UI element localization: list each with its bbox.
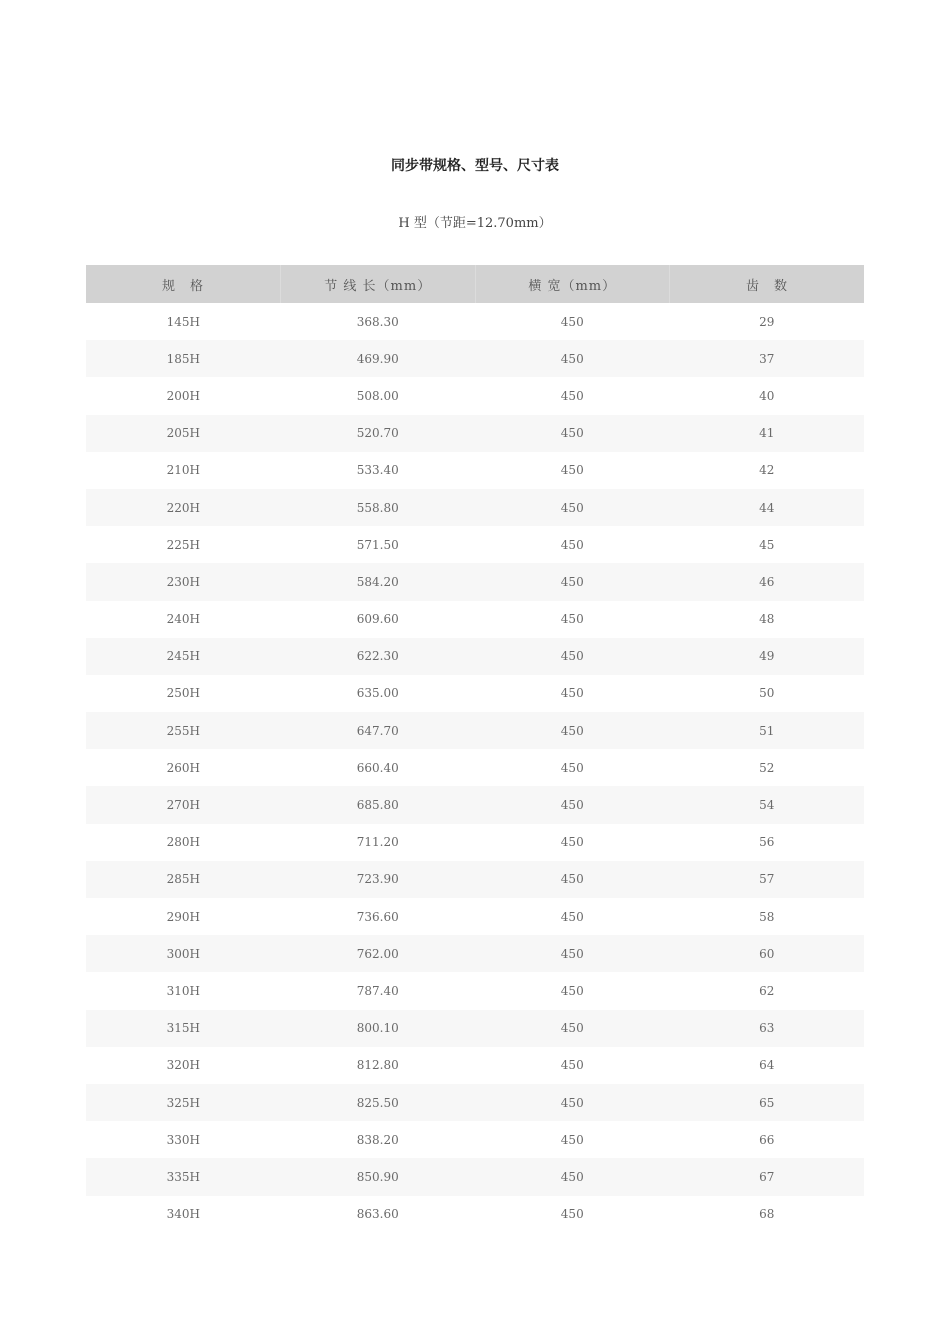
cell-width: 450 xyxy=(475,489,670,526)
cell-pitch-length: 800.10 xyxy=(281,1010,476,1047)
cell-teeth: 58 xyxy=(759,909,775,924)
cell-pitch-length: 571.50 xyxy=(356,537,399,552)
table-row xyxy=(86,1121,864,1158)
cell-width: 450 xyxy=(560,388,584,403)
cell-spec: 185H xyxy=(86,340,281,377)
cell-spec: 290H xyxy=(166,909,200,924)
column-header-width: 横 宽（mm） xyxy=(475,265,670,303)
cell-spec: 320H xyxy=(166,1058,200,1073)
cell-width: 450 xyxy=(560,686,584,701)
cell-spec: 210H xyxy=(166,463,200,478)
cell-teeth: 57 xyxy=(670,861,865,898)
cell-width: 450 xyxy=(560,314,584,329)
cell-width: 450 xyxy=(475,340,670,377)
cell-width: 450 xyxy=(475,861,670,898)
cell-pitch-length: 825.50 xyxy=(281,1084,476,1121)
cell-spec: 315H xyxy=(86,1010,281,1047)
cell-pitch-length: 762.00 xyxy=(281,935,476,972)
cell-teeth: 54 xyxy=(670,786,865,823)
cell-pitch-length: 635.00 xyxy=(356,686,399,701)
cell-pitch-length: 685.80 xyxy=(281,786,476,823)
cell-spec: 335H xyxy=(86,1158,281,1195)
table-subtitle: H 型（节距=12.70mm） xyxy=(398,216,552,231)
spec-table xyxy=(86,265,864,1233)
column-header-teeth: 齿 数 xyxy=(670,265,865,303)
cell-teeth: 60 xyxy=(670,935,865,972)
cell-teeth: 52 xyxy=(759,760,775,775)
table-row xyxy=(86,786,864,823)
cell-teeth: 37 xyxy=(670,340,865,377)
cell-pitch-length: 812.80 xyxy=(356,1058,399,1073)
table-row xyxy=(86,935,864,972)
cell-spec: 145H xyxy=(166,314,200,329)
cell-pitch-length: 469.90 xyxy=(281,340,476,377)
cell-teeth: 41 xyxy=(670,415,865,452)
table-row xyxy=(86,303,864,340)
cell-teeth: 45 xyxy=(759,537,775,552)
cell-spec: 230H xyxy=(86,563,281,600)
cell-spec: 330H xyxy=(166,1132,200,1147)
cell-pitch-length: 558.80 xyxy=(281,489,476,526)
table-row xyxy=(86,340,864,377)
cell-pitch-length: 609.60 xyxy=(356,612,399,627)
cell-teeth: 50 xyxy=(759,686,775,701)
cell-width: 450 xyxy=(475,638,670,675)
cell-width: 450 xyxy=(560,983,584,998)
cell-spec: 200H xyxy=(166,388,200,403)
table-row xyxy=(86,712,864,749)
table-header-row xyxy=(86,265,864,303)
cell-pitch-length: 787.40 xyxy=(356,983,399,998)
table-row xyxy=(86,415,864,452)
cell-teeth: 65 xyxy=(670,1084,865,1121)
cell-width: 450 xyxy=(475,1010,670,1047)
table-row xyxy=(86,749,864,786)
table-row xyxy=(86,452,864,489)
cell-pitch-length: 850.90 xyxy=(281,1158,476,1195)
cell-spec: 240H xyxy=(166,612,200,627)
cell-spec: 270H xyxy=(86,786,281,823)
cell-teeth: 66 xyxy=(759,1132,775,1147)
table-row xyxy=(86,489,864,526)
cell-teeth: 40 xyxy=(759,388,775,403)
table-row xyxy=(86,563,864,600)
cell-teeth: 48 xyxy=(759,612,775,627)
cell-pitch-length: 863.60 xyxy=(356,1207,399,1222)
cell-spec: 250H xyxy=(166,686,200,701)
cell-pitch-length: 508.00 xyxy=(356,388,399,403)
cell-spec: 220H xyxy=(86,489,281,526)
cell-teeth: 49 xyxy=(670,638,865,675)
cell-width: 450 xyxy=(475,1084,670,1121)
cell-spec: 280H xyxy=(166,835,200,850)
table-row xyxy=(86,898,864,935)
cell-pitch-length: 660.40 xyxy=(356,760,399,775)
cell-pitch-length: 736.60 xyxy=(356,909,399,924)
cell-spec: 260H xyxy=(166,760,200,775)
cell-pitch-length: 520.70 xyxy=(281,415,476,452)
cell-width: 450 xyxy=(475,415,670,452)
cell-teeth: 63 xyxy=(670,1010,865,1047)
cell-width: 450 xyxy=(560,463,584,478)
table-row xyxy=(86,1010,864,1047)
table-row xyxy=(86,972,864,1009)
cell-teeth: 44 xyxy=(670,489,865,526)
table-row xyxy=(86,1158,864,1195)
table-row xyxy=(86,1047,864,1084)
cell-pitch-length: 711.20 xyxy=(356,835,399,850)
cell-spec: 245H xyxy=(86,638,281,675)
table-row xyxy=(86,526,864,563)
table-row xyxy=(86,1196,864,1233)
cell-spec: 205H xyxy=(86,415,281,452)
cell-spec: 310H xyxy=(166,983,200,998)
cell-teeth: 64 xyxy=(759,1058,775,1073)
cell-teeth: 42 xyxy=(759,463,775,478)
cell-width: 450 xyxy=(560,1207,584,1222)
cell-pitch-length: 533.40 xyxy=(356,463,399,478)
table-row xyxy=(86,377,864,414)
table-row xyxy=(86,1084,864,1121)
column-header-pitch-length: 节 线 长（mm） xyxy=(281,265,476,303)
column-header-spec: 规 格 xyxy=(86,265,281,303)
cell-width: 450 xyxy=(560,1058,584,1073)
cell-teeth: 29 xyxy=(759,314,775,329)
cell-teeth: 67 xyxy=(670,1158,865,1195)
table-row xyxy=(86,601,864,638)
cell-spec: 325H xyxy=(86,1084,281,1121)
cell-width: 450 xyxy=(475,563,670,600)
cell-pitch-length: 647.70 xyxy=(281,712,476,749)
cell-spec: 225H xyxy=(166,537,200,552)
cell-width: 450 xyxy=(475,1158,670,1195)
cell-width: 450 xyxy=(475,712,670,749)
cell-pitch-length: 584.20 xyxy=(281,563,476,600)
table-row xyxy=(86,638,864,675)
cell-width: 450 xyxy=(560,760,584,775)
cell-spec: 340H xyxy=(166,1207,200,1222)
cell-spec: 255H xyxy=(86,712,281,749)
table-row xyxy=(86,824,864,861)
cell-width: 450 xyxy=(475,935,670,972)
cell-spec: 300H xyxy=(86,935,281,972)
cell-pitch-length: 368.30 xyxy=(356,314,399,329)
cell-pitch-length: 622.30 xyxy=(281,638,476,675)
table-row xyxy=(86,675,864,712)
cell-teeth: 46 xyxy=(670,563,865,600)
cell-pitch-length: 838.20 xyxy=(356,1132,399,1147)
cell-teeth: 62 xyxy=(759,983,775,998)
cell-width: 450 xyxy=(560,909,584,924)
cell-width: 450 xyxy=(560,537,584,552)
cell-width: 450 xyxy=(560,835,584,850)
cell-teeth: 56 xyxy=(759,835,775,850)
cell-width: 450 xyxy=(560,612,584,627)
page-title: 同步带规格、型号、尺寸表 xyxy=(391,158,559,174)
table-body xyxy=(86,303,864,1233)
cell-spec: 285H xyxy=(86,861,281,898)
cell-teeth: 68 xyxy=(759,1207,775,1222)
cell-pitch-length: 723.90 xyxy=(281,861,476,898)
cell-teeth: 51 xyxy=(670,712,865,749)
cell-width: 450 xyxy=(475,786,670,823)
table-row xyxy=(86,861,864,898)
cell-width: 450 xyxy=(560,1132,584,1147)
